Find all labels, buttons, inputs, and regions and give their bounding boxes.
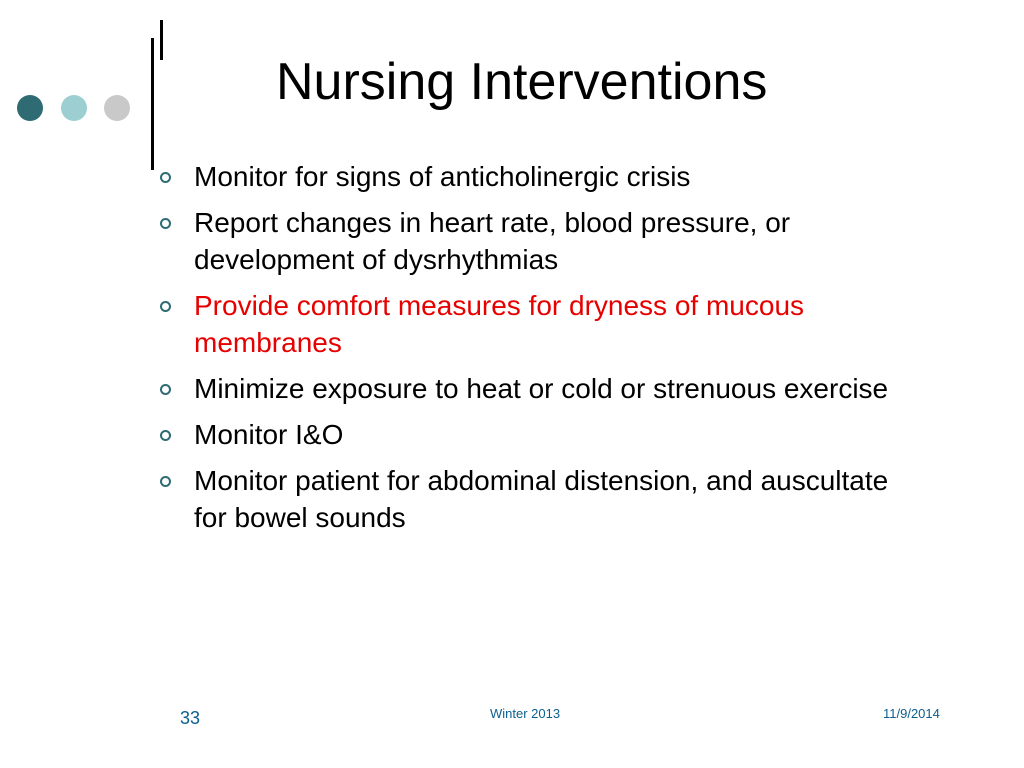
decorative-dot-light <box>61 95 87 121</box>
bullet-item <box>160 158 920 195</box>
bullet-list <box>160 158 920 545</box>
decorative-dot-gray <box>104 95 130 121</box>
decorative-vertical-line <box>151 38 154 170</box>
bullet-text: Monitor patient for abdominal distension, and auscultate for bowel sounds <box>194 465 889 533</box>
bullet-ring-icon <box>160 384 171 395</box>
bullet-ring-icon <box>160 430 171 441</box>
footer-text: Winter 2013 <box>490 706 561 721</box>
decorative-dot-dark <box>17 95 43 121</box>
bullet-ring-icon <box>160 301 171 312</box>
bullet-text-highlighted: Provide comfort measures for dryness of mucous membranes <box>194 290 805 358</box>
bullet-ring-icon <box>160 476 171 487</box>
bullet-text: Minimize exposure to heat or cold or strenuous exercise <box>194 373 889 404</box>
bullet-item <box>160 287 920 361</box>
bullet-text: Monitor for signs of anticholinergic crisis <box>194 161 691 192</box>
bullet-item <box>160 462 920 536</box>
bullet-ring-icon <box>160 172 171 183</box>
bullet-ring-icon <box>160 218 171 229</box>
slide-title: Nursing Interventions <box>276 53 768 111</box>
bullet-item <box>160 204 920 278</box>
bullet-text: Monitor I&O <box>194 419 344 450</box>
bullet-item <box>160 370 920 407</box>
decorative-vertical-line-short <box>160 20 163 60</box>
bullet-text: Report changes in heart rate, blood pressure, or development of dysrhythmias <box>194 207 791 275</box>
bullet-item <box>160 416 920 453</box>
footer-date: 11/9/2014 <box>883 706 940 721</box>
slide-number: 33 <box>180 708 201 728</box>
